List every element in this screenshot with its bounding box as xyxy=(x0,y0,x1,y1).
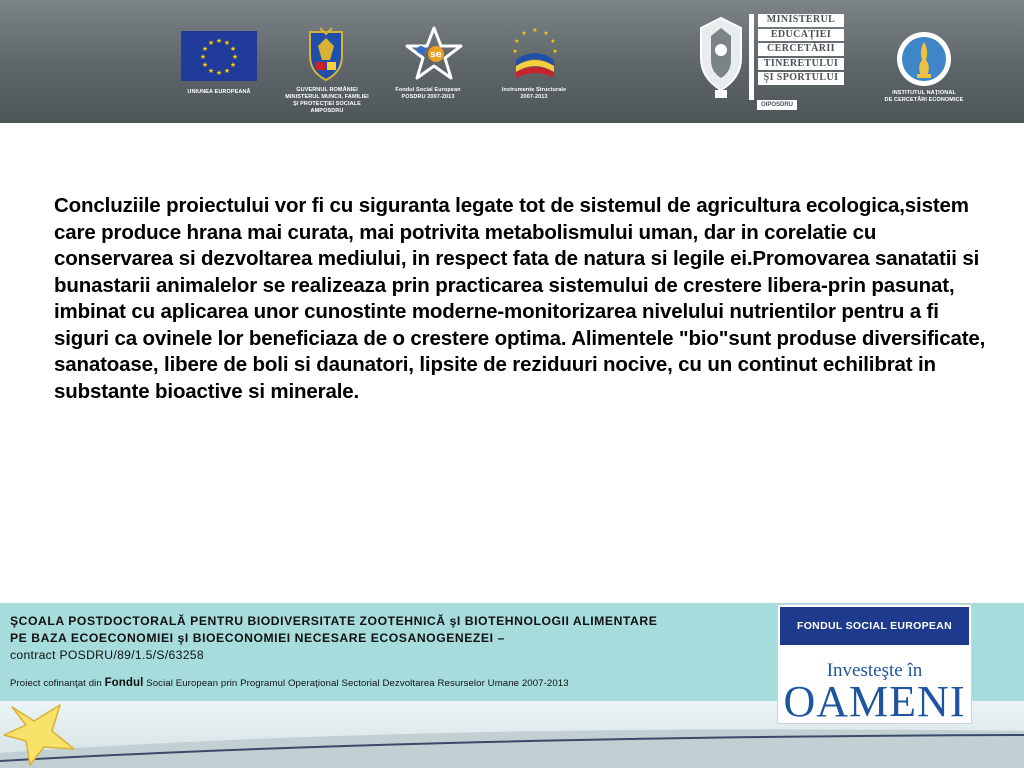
ministry-line-3: CERCETĂRII xyxy=(758,43,844,56)
footer-cofinance-note xyxy=(10,676,569,691)
svg-text:★: ★ xyxy=(550,38,556,45)
svg-text:★: ★ xyxy=(229,61,237,69)
inceb-logo-caption xyxy=(866,90,982,104)
fse-mark-text: se xyxy=(430,50,442,60)
cofinance-bold: Fondul xyxy=(104,677,144,689)
footer-contract: contract POSDRU/89/1.5/S/63258 xyxy=(10,648,204,662)
fse-star-icon xyxy=(403,24,465,89)
romania-coat-of-arms-icon xyxy=(306,26,346,87)
structural-instruments-caption-text: Instrumente Structurale 2007-2013 xyxy=(501,87,567,100)
fse-logo-caption xyxy=(390,87,466,101)
conclusion-paragraph: Concluziile proiectului vor fi cu siguranta legate tot de sistemul de agricultura ecologica,sistem care produce hrana mai curata, mai potrivita metabolismului uman, dar in corelatie cu conservarea si dezvoltarea mediului, in respect fata de natura si legile ei.Promovarea sanatatii si bunastarii animalelor se realizeaza prin practicarea sistemului de crestere libera-prin pasunat, imbinat cu aplicarea unor cunostinte moderne-monitorizarea nivelului nutrientilor pentru a fi siguri ca ovinele lor beneficiaza de o crestere optima. Alimentele "bio"sunt produse diversificate, sanatoase, libere de boli si daunatori, lipsite de reziduuri nocive, cu un continut echilibrat in substante bioactive si minerale. xyxy=(54,194,986,403)
cofinance-suffix: Social European prin Programul Operaţional Sectorial Dezvoltarea Resurselor Umane 2007-2013 xyxy=(143,678,569,689)
svg-text:★: ★ xyxy=(543,30,549,37)
inceb-caption-text: INSTITUTUL NAŢIONAL DE CERCETĂRI ECONOMICE xyxy=(884,90,964,103)
svg-text:★: ★ xyxy=(223,39,231,47)
ministry-name-block xyxy=(758,14,844,87)
footer-title-line-1: ŞCOALA POSTDOCTORALĂ PENTRU BIODIVERSITATE ZOOTEHNICĂ şI BIOTEHNOLOGII ALIMENTARE xyxy=(10,614,658,628)
fse-invest-badge xyxy=(777,604,972,724)
ministry-line-1: MINISTERUL xyxy=(758,14,844,27)
svg-text:★: ★ xyxy=(532,27,538,34)
eu-logo-caption xyxy=(176,89,262,96)
svg-text:★: ★ xyxy=(199,53,207,61)
svg-text:★: ★ xyxy=(231,53,239,61)
eu-caption-text: UNIUNEA EUROPEANĂ xyxy=(187,89,251,95)
svg-text:★: ★ xyxy=(223,67,231,75)
ministry-crest-icon xyxy=(695,14,747,105)
footer-title-line-2: PE BAZA ECOECONOMIEI şI BIOECONOMIEI NECESARE ECOSANOGENEZEI – xyxy=(10,631,505,645)
fse-badge-title: FONDUL SOCIAL EUROPEAN xyxy=(780,607,969,645)
structural-instruments-caption xyxy=(490,87,578,101)
ministry-line-2: EDUCAŢIEI xyxy=(758,29,844,42)
footer-project-title xyxy=(10,613,770,664)
svg-text:★: ★ xyxy=(512,48,518,55)
ministry-divider xyxy=(749,14,754,100)
footer-band xyxy=(0,603,1024,768)
svg-text:★: ★ xyxy=(201,45,209,53)
cofinance-prefix: Proiect cofinanţat din xyxy=(10,678,105,689)
fse-badge-oameni: OAMENI xyxy=(783,677,966,726)
ministry-line-4: TINERETULUI xyxy=(758,58,844,71)
svg-text:★: ★ xyxy=(229,45,237,53)
svg-text:★: ★ xyxy=(207,67,215,75)
svg-text:★: ★ xyxy=(521,30,527,37)
ministry-line-5: ŞI SPORTULUI xyxy=(758,72,844,85)
svg-text:★: ★ xyxy=(215,69,223,77)
government-caption-text: GUVERNUL ROMÂNIEI MINISTERUL MUNCII, FAMILIEI ŞI PROTECŢIEI SOCIALE AMPOSDRU xyxy=(285,87,369,114)
svg-text:★: ★ xyxy=(552,48,558,55)
svg-text:★: ★ xyxy=(514,38,520,45)
ministry-sub-label: OIPOSDRU xyxy=(757,100,797,110)
svg-text:★: ★ xyxy=(201,61,209,69)
fse-badge-invest: Investeşte în xyxy=(826,660,923,681)
eu-flag-icon xyxy=(181,31,257,81)
structural-instruments-icon xyxy=(506,24,564,87)
government-logo-caption xyxy=(274,87,380,115)
fse-caption-text: Fondul Social European POSDRU 2007-2013 xyxy=(395,87,461,100)
inceb-seal-icon xyxy=(893,30,955,93)
svg-text:★: ★ xyxy=(215,37,223,45)
header-logo-band xyxy=(0,0,1024,123)
svg-text:★: ★ xyxy=(207,39,215,47)
